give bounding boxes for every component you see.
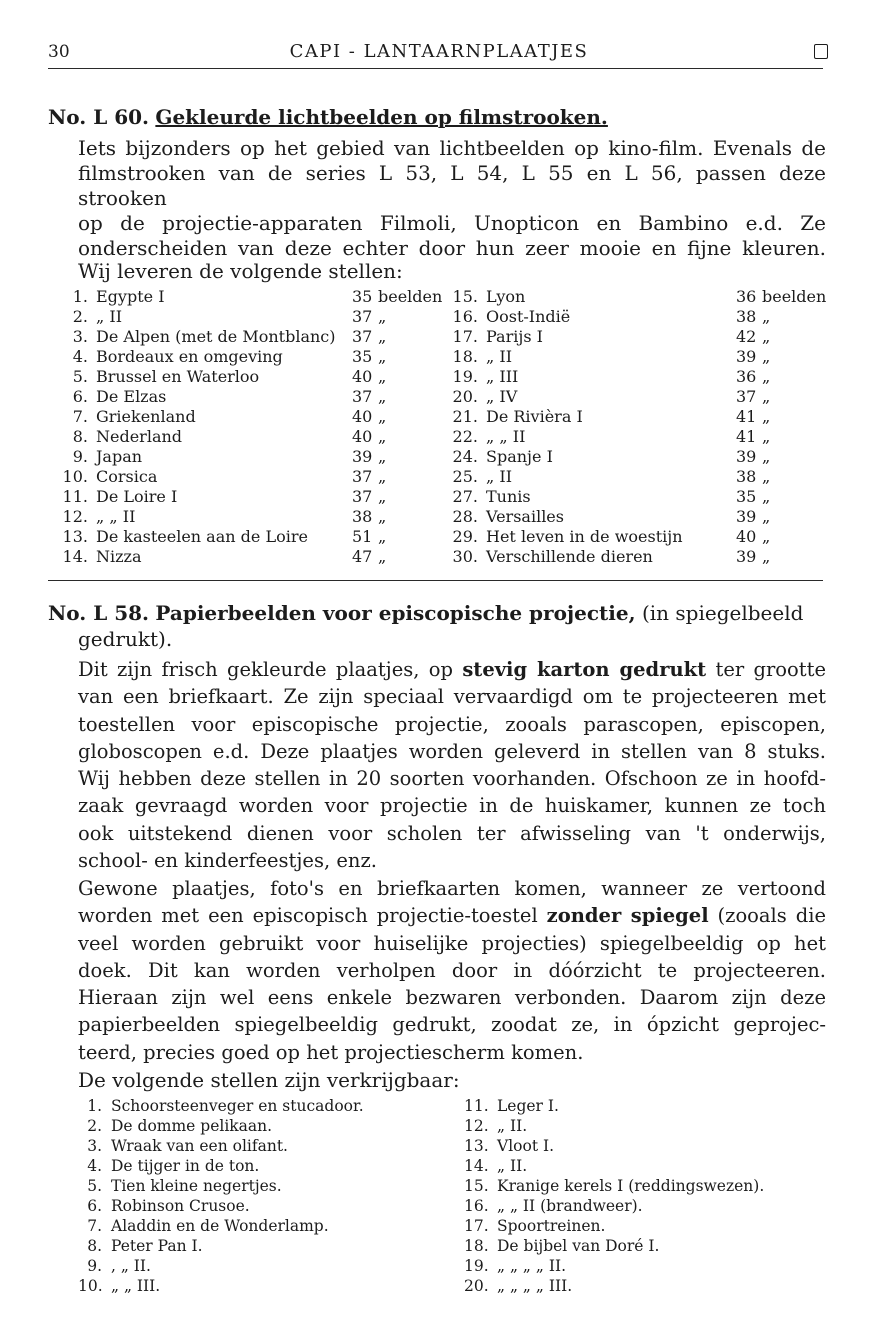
- page-number: 30: [48, 42, 70, 62]
- section2-list-right: [464, 1097, 834, 1302]
- list-item: [78, 1097, 448, 1117]
- paragraph-line: [78, 847, 826, 874]
- item-name: „ IV: [486, 387, 518, 406]
- item-unit: „: [378, 367, 387, 386]
- list-item: [464, 1197, 834, 1217]
- section-heading-note: (in spiegelbeeld: [641, 601, 804, 625]
- section1-list-right: [452, 287, 832, 577]
- list-item: [464, 1177, 834, 1197]
- item-count: 47: [352, 547, 373, 566]
- section-title-l58: [48, 601, 803, 625]
- item-number: 4.: [87, 1157, 102, 1175]
- item-number: 8.: [87, 1237, 102, 1255]
- paragraph-line: op de projectie-apparaten Filmoli, Unopticon en Bambino e.d. Ze: [78, 211, 826, 235]
- list-item: [452, 307, 832, 327]
- list-item: [464, 1277, 834, 1297]
- item-number: 19.: [452, 367, 478, 386]
- item-name: Brussel en Waterloo: [96, 367, 260, 386]
- item-number: 29.: [452, 527, 478, 546]
- item-count: 39: [736, 507, 757, 526]
- paragraph-line: [78, 683, 826, 710]
- list-item: [452, 527, 832, 547]
- item-count: 37: [352, 487, 373, 506]
- text-run: veel worden gebruikt voor huiselijke projecties) spiegelbeeldig op het: [78, 931, 826, 955]
- list-item: [78, 1117, 448, 1137]
- item-number: 21.: [452, 407, 478, 426]
- item-count: 35: [352, 287, 373, 306]
- section1-intro: Wij leveren de volgende stellen:: [78, 259, 403, 283]
- item-name: De tijger in de ton.: [111, 1157, 260, 1175]
- item-number: 2.: [87, 1117, 102, 1135]
- item-unit: „: [378, 427, 387, 446]
- item-name: „ II.: [497, 1157, 528, 1175]
- list-item: [62, 487, 442, 507]
- list-item: [62, 467, 442, 487]
- paragraph-line: Iets bijzonders op het gebied van lichtbeelden op kino-film. Evenals de: [78, 136, 826, 160]
- list-item: [62, 367, 442, 387]
- list-item: [464, 1157, 834, 1177]
- item-unit: „: [378, 527, 387, 546]
- section-heading: Papierbeelden voor episcopische projectie,: [155, 601, 636, 625]
- item-unit: „: [762, 447, 771, 466]
- section2-list-left: [78, 1097, 448, 1302]
- text-run: school- en kinderfeestjes, enz.: [78, 849, 377, 873]
- bold-phrase: zonder spiegel: [546, 904, 709, 928]
- item-unit: „: [762, 407, 771, 426]
- item-name: „ „ „ „ II.: [497, 1257, 567, 1275]
- item-name: De kasteelen aan de Loire: [96, 527, 308, 546]
- list-item: [452, 387, 832, 407]
- paragraph-line: onderscheiden van deze echter door hun zeer mooie en fijne kleuren.: [78, 236, 826, 260]
- item-number: 3.: [87, 1137, 102, 1155]
- item-number: 15.: [464, 1177, 489, 1195]
- item-number: 12.: [464, 1117, 489, 1135]
- item-count: 40: [352, 427, 373, 446]
- item-number: 22.: [452, 427, 478, 446]
- item-name: De bijbel van Doré I.: [497, 1237, 660, 1255]
- list-item: [62, 327, 442, 347]
- item-number: 10.: [62, 467, 88, 486]
- text-run: worden met een episcopisch projectie-toestel: [78, 904, 547, 928]
- item-name: Parijs I: [486, 327, 543, 346]
- section-number: No. L 60.: [48, 105, 150, 129]
- item-number: 7.: [87, 1217, 102, 1235]
- list-item: [464, 1137, 834, 1157]
- list-item: [464, 1097, 834, 1117]
- item-number: 5.: [87, 1177, 102, 1195]
- item-count: 40: [352, 367, 373, 386]
- paragraph-line: [78, 1011, 826, 1038]
- item-number: 13.: [62, 527, 88, 546]
- section1-paragraph: [78, 136, 826, 261]
- item-name: Wraak van een olifant.: [111, 1137, 288, 1155]
- text-run: globoscopen e.d. Deze plaatjes worden geleverd in stellen van 8 stuks.: [78, 739, 826, 763]
- list-item: [452, 367, 832, 387]
- item-name: De Alpen (met de Montblanc): [96, 327, 336, 346]
- item-unit: „: [378, 487, 387, 506]
- item-number: 4.: [72, 347, 88, 366]
- item-number: 30.: [452, 547, 478, 566]
- item-name: Lyon: [486, 287, 526, 306]
- item-count: 35: [736, 487, 757, 506]
- item-number: 19.: [464, 1257, 489, 1275]
- item-number: 17.: [464, 1217, 489, 1235]
- square-box-icon: [814, 44, 828, 59]
- item-name: De Rivièra I: [486, 407, 583, 426]
- list-item: [78, 1257, 448, 1277]
- item-number: 16.: [464, 1197, 489, 1215]
- paragraph-line: filmstrooken van de series L 53, L 54, L 55 en L 56, passen deze strooken: [78, 161, 826, 210]
- item-unit: beelden: [762, 287, 827, 306]
- item-count: 37: [352, 307, 373, 326]
- text-run: toestellen voor episcopische projectie, zooals parascopen, episcopen,: [78, 712, 826, 736]
- text-run: ook uitstekend dienen voor scholen ter afwisseling van 't onderwijs,: [78, 821, 826, 845]
- item-number: 1.: [72, 287, 88, 306]
- section-divider: [48, 580, 823, 581]
- section1-list-left: [62, 287, 442, 577]
- item-name: Spoortreinen.: [497, 1217, 606, 1235]
- item-number: 24.: [452, 447, 478, 466]
- item-number: 27.: [452, 487, 478, 506]
- item-number: 9.: [72, 447, 88, 466]
- item-name: Tunis: [486, 487, 531, 506]
- bold-phrase: stevig karton gedrukt: [462, 658, 707, 681]
- item-number: 9.: [87, 1257, 102, 1275]
- paragraph-line: [78, 957, 826, 984]
- text-run: Wij hebben deze stellen in 20 soorten voorhanden. Ofschoon ze in hoofd-: [78, 767, 826, 791]
- item-name: Spanje I: [486, 447, 553, 466]
- item-name: „ II: [486, 467, 513, 486]
- item-name: „ „ II (brandweer).: [497, 1197, 643, 1215]
- item-unit: „: [378, 467, 387, 486]
- section-number: No. L 58.: [48, 601, 150, 625]
- item-name: Nederland: [96, 427, 183, 446]
- item-name: Schoorsteenveger en stucadoor.: [111, 1097, 364, 1115]
- item-count: 39: [736, 447, 757, 466]
- paragraph-line: [78, 875, 826, 902]
- item-count: 37: [352, 327, 373, 346]
- item-number: 20.: [464, 1277, 489, 1295]
- text-run: papierbeelden spiegelbeeldig gedrukt, zoodat ze, in ópzicht geprojec-: [78, 1013, 826, 1037]
- item-unit: „: [762, 307, 771, 326]
- list-item: [78, 1277, 448, 1297]
- item-name: Versailles: [486, 507, 564, 526]
- list-item: [62, 387, 442, 407]
- item-count: 37: [352, 467, 373, 486]
- item-number: 6.: [72, 387, 88, 406]
- item-count: 37: [736, 387, 757, 406]
- item-name: , „ II.: [111, 1257, 151, 1275]
- item-unit: „: [762, 507, 771, 526]
- item-count: 40: [736, 527, 757, 546]
- item-number: 10.: [78, 1277, 103, 1295]
- item-name: De domme pelikaan.: [111, 1117, 273, 1135]
- paragraph-line: [78, 984, 826, 1011]
- list-item: [452, 547, 832, 567]
- item-number: 14.: [62, 547, 88, 566]
- item-unit: „: [762, 527, 771, 546]
- list-item: [62, 507, 442, 527]
- item-unit: „: [762, 547, 771, 566]
- item-name: De Elzas: [96, 387, 167, 406]
- item-unit: „: [378, 327, 387, 346]
- item-number: 2.: [72, 307, 88, 326]
- paragraph-line: [78, 902, 826, 929]
- item-number: 15.: [452, 287, 478, 306]
- item-number: 18.: [452, 347, 478, 366]
- text-run: Dit zijn frisch gekleurde plaatjes, op: [78, 658, 463, 681]
- paragraph-line: [78, 792, 826, 819]
- item-unit: „: [762, 487, 771, 506]
- text-run: teerd, precies goed op het projectiescherm komen.: [78, 1040, 584, 1064]
- list-item: [78, 1137, 448, 1157]
- item-name: Griekenland: [96, 407, 196, 426]
- item-count: 42: [736, 327, 757, 346]
- item-count: 39: [736, 347, 757, 366]
- item-name: Robinson Crusoe.: [111, 1197, 250, 1215]
- item-number: 13.: [464, 1137, 489, 1155]
- item-number: 11.: [62, 487, 88, 506]
- item-name: Peter Pan I.: [111, 1237, 203, 1255]
- item-name: Leger I.: [497, 1097, 559, 1115]
- item-name: „ II.: [497, 1117, 528, 1135]
- item-unit: „: [762, 467, 771, 486]
- list-item: [452, 407, 832, 427]
- paragraph-line: [78, 738, 826, 765]
- item-number: 3.: [72, 327, 88, 346]
- section-title-continuation: gedrukt).: [78, 627, 173, 651]
- item-name: Aladdin en de Wonderlamp.: [111, 1217, 329, 1235]
- list-item: [62, 307, 442, 327]
- section2-intro: De volgende stellen zijn verkrijgbaar:: [78, 1068, 460, 1092]
- list-item: [62, 547, 442, 567]
- item-name: Japan: [96, 447, 143, 466]
- item-name: Nizza: [96, 547, 142, 566]
- item-count: 41: [736, 427, 757, 446]
- item-name: De Loire I: [96, 487, 178, 506]
- item-number: 7.: [72, 407, 88, 426]
- list-item: [62, 287, 442, 307]
- list-item: [452, 347, 832, 367]
- list-item: [62, 347, 442, 367]
- item-name: „ „ III.: [111, 1277, 161, 1295]
- item-name: „ II: [486, 347, 513, 366]
- item-number: 28.: [452, 507, 478, 526]
- list-item: [78, 1157, 448, 1177]
- item-count: 35: [352, 347, 373, 366]
- item-name: „ II: [96, 307, 123, 326]
- item-unit: „: [378, 387, 387, 406]
- list-item: [452, 447, 832, 467]
- paragraph-line: [78, 711, 826, 738]
- item-name: „ III: [486, 367, 519, 386]
- paragraph-line: [78, 930, 826, 957]
- item-number: 25.: [452, 467, 478, 486]
- item-unit: „: [378, 547, 387, 566]
- item-number: 5.: [72, 367, 88, 386]
- item-unit: „: [762, 327, 771, 346]
- list-item: [452, 487, 832, 507]
- list-item: [62, 447, 442, 467]
- paragraph-line: [78, 656, 826, 683]
- item-count: 41: [736, 407, 757, 426]
- list-item: [452, 467, 832, 487]
- paragraph-line: [78, 1039, 826, 1066]
- list-item: [452, 507, 832, 527]
- header-rule: [48, 68, 823, 69]
- item-unit: „: [378, 307, 387, 326]
- item-unit: „: [762, 347, 771, 366]
- item-name: Vloot I.: [497, 1137, 555, 1155]
- list-item: [62, 527, 442, 547]
- list-item: [464, 1237, 834, 1257]
- item-number: 8.: [72, 427, 88, 446]
- running-title: CAPI - LANTAARNPLAATJES: [289, 41, 589, 62]
- item-name: „ „ „ „ III.: [497, 1277, 573, 1295]
- text-run: ter grootte: [706, 658, 826, 681]
- item-count: 36: [736, 367, 757, 386]
- item-unit: „: [378, 447, 387, 466]
- item-count: 38: [352, 507, 373, 526]
- paragraph-line: [78, 820, 826, 847]
- item-number: 14.: [464, 1157, 489, 1175]
- item-number: 17.: [452, 327, 478, 346]
- item-name: „ „ II: [486, 427, 526, 446]
- item-name: Verschillende dieren: [486, 547, 653, 566]
- list-item: [464, 1217, 834, 1237]
- text-run: (zooals die: [708, 904, 826, 928]
- paragraph-line: [78, 765, 826, 792]
- section2-paragraph-2: [78, 875, 826, 1066]
- item-unit: beelden: [378, 287, 443, 306]
- item-name: Bordeaux en omgeving: [96, 347, 283, 366]
- list-item: [78, 1217, 448, 1237]
- list-item: [78, 1197, 448, 1217]
- text-run: zaak gevraagd worden voor projectie in de huiskamer, kunnen ze toch: [78, 794, 826, 818]
- item-name: Het leven in de woestijn: [486, 527, 683, 546]
- page-header: [48, 40, 830, 66]
- text-run: van een briefkaart. Ze zijn speciaal vervaardigd om te projecteeren met: [78, 685, 826, 709]
- item-name: Oost-Indië: [486, 307, 571, 326]
- item-count: 40: [352, 407, 373, 426]
- item-name: Egypte I: [96, 287, 165, 306]
- section-title-l60: [48, 105, 608, 129]
- item-number: 12.: [62, 507, 88, 526]
- item-count: 39: [352, 447, 373, 466]
- item-number: 11.: [464, 1097, 489, 1115]
- list-item: [464, 1257, 834, 1277]
- item-name: Kranige kerels I (reddingswezen).: [497, 1177, 765, 1195]
- item-unit: „: [378, 507, 387, 526]
- text-run: Gewone plaatjes, foto's en briefkaarten komen, wanneer ze vertoond: [78, 877, 826, 900]
- list-item: [452, 327, 832, 347]
- item-unit: „: [762, 387, 771, 406]
- list-item: [62, 407, 442, 427]
- item-count: 37: [352, 387, 373, 406]
- text-run: doek. Dit kan worden verholpen door in dóórzicht te projecteeren.: [78, 958, 826, 982]
- item-count: 36: [736, 287, 757, 306]
- item-unit: „: [378, 407, 387, 426]
- list-item: [78, 1237, 448, 1257]
- item-number: 1.: [87, 1097, 102, 1115]
- item-name: „ „ II: [96, 507, 136, 526]
- item-name: Tien kleine negertjes.: [111, 1177, 282, 1195]
- item-unit: „: [378, 347, 387, 366]
- item-number: 18.: [464, 1237, 489, 1255]
- section2-paragraph-1: [78, 656, 826, 874]
- list-item: [452, 427, 832, 447]
- list-item: [464, 1117, 834, 1137]
- list-item: [62, 427, 442, 447]
- list-item: [452, 287, 832, 307]
- item-number: 6.: [87, 1197, 102, 1215]
- item-count: 38: [736, 467, 757, 486]
- item-name: Corsica: [96, 467, 158, 486]
- list-item: [78, 1177, 448, 1197]
- text-run: Hieraan zijn wel eens enkele bezwaren verbonden. Daarom zijn deze: [78, 986, 826, 1010]
- item-unit: „: [762, 367, 771, 386]
- item-count: 39: [736, 547, 757, 566]
- item-count: 51: [352, 527, 373, 546]
- section-heading: Gekleurde lichtbeelden op filmstrooken.: [155, 105, 608, 129]
- item-number: 20.: [452, 387, 478, 406]
- item-count: 38: [736, 307, 757, 326]
- item-number: 16.: [452, 307, 478, 326]
- item-unit: „: [762, 427, 771, 446]
